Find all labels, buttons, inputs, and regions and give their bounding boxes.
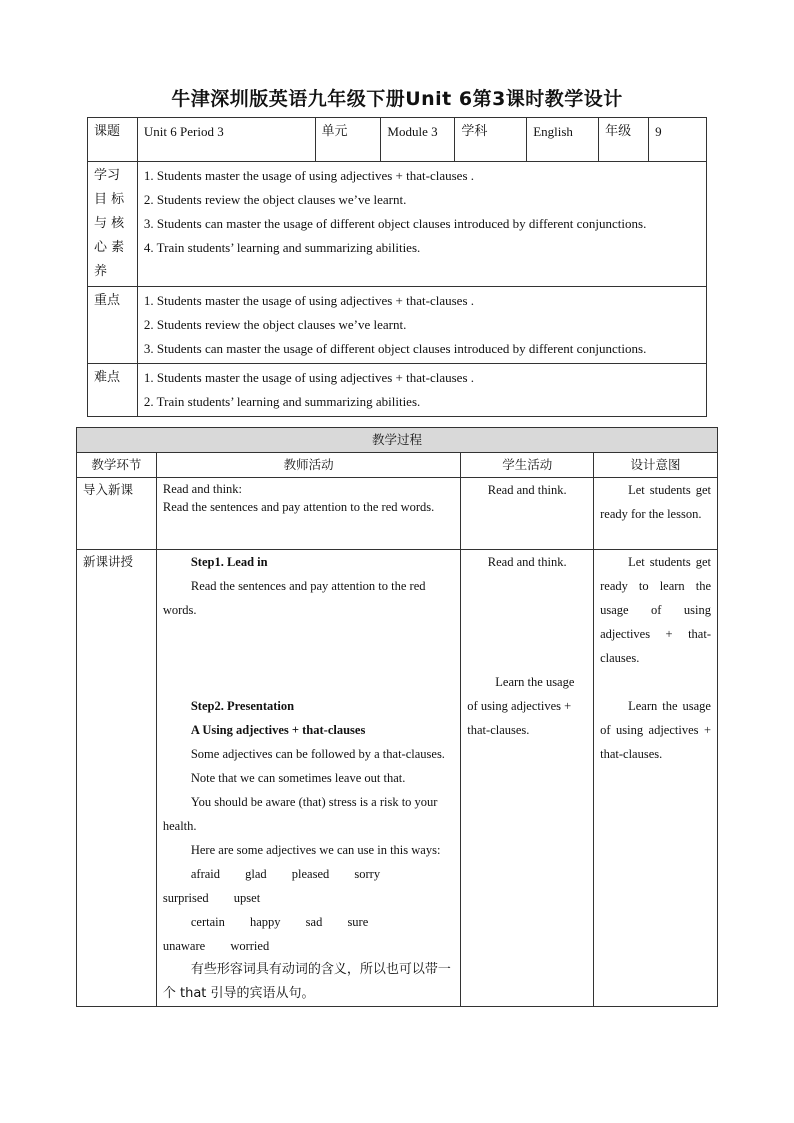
goals-label-line: 养	[94, 264, 108, 279]
goals-label-line: 与 核	[94, 216, 125, 231]
document-title: 牛津深圳版英语九年级下册Unit 6第3课时教学设计	[171, 88, 623, 110]
key-point-item: 1. Students master the usage of using adjectives + that-clauses .	[143, 293, 475, 308]
new-stage: 新课讲授	[77, 550, 157, 1007]
subject-label: 学科	[455, 118, 527, 162]
spacer	[467, 574, 587, 670]
difficulties-row	[88, 364, 707, 417]
key-point-item: 2. Students review the object clauses we’ve learnt.	[143, 317, 407, 332]
adjective-list-line: unaware worried	[162, 939, 270, 953]
difficulties-content	[137, 364, 706, 417]
goals-label-line: 学习	[94, 168, 121, 183]
purpose-2: Learn the usage of using adjectives + that-clauses.	[600, 699, 711, 761]
goals-content	[137, 162, 706, 287]
goal-item: 2. Students review the object clauses we’ve learnt.	[143, 192, 407, 207]
grade-value: 9	[649, 118, 707, 162]
step2-subtitle: A Using adjectives + that-clauses	[190, 723, 366, 737]
difficulty-item: 2. Train students’ learning and summarizing abilities.	[143, 394, 421, 409]
goal-item: 3. Students can master the usage of different object clauses introduced by different conjunctions.	[143, 216, 647, 231]
spacer	[600, 670, 711, 694]
step1-title: Step1. Lead in	[190, 555, 268, 569]
process-heading-row	[77, 428, 718, 453]
teaching-process-table	[76, 427, 718, 1007]
step2-paragraph: Here are some adjectives we can use in this ways:	[190, 843, 441, 857]
adjective-list-line: afraid glad pleased sorry	[190, 867, 381, 881]
topic-value: Unit 6 Period 3	[137, 118, 315, 162]
step1-text: Read the sentences and pay attention to the red words.	[162, 579, 426, 617]
process-heading: 教学过程	[77, 428, 718, 453]
purpose-1: Let students get ready to learn the usage of using adjectives + that-clauses.	[600, 555, 711, 665]
new-student	[461, 550, 594, 1007]
intro-teacher	[156, 478, 460, 550]
lesson-info-table	[87, 117, 707, 417]
grade-label: 年级	[599, 118, 649, 162]
intro-teacher-line: Read the sentences and pay attention to the red words.	[162, 500, 435, 514]
key-points-row	[88, 287, 707, 364]
intro-purpose	[594, 478, 718, 550]
key-points-label: 重点	[88, 287, 138, 364]
adjective-list-line: surprised upset	[162, 891, 261, 905]
intro-teacher-line: Read and think:	[162, 482, 243, 496]
new-lesson-row	[77, 550, 718, 1007]
intro-stage: 导入新课	[77, 478, 157, 550]
info-row	[88, 118, 707, 162]
adjective-list-line: certain happy sad sure	[190, 915, 369, 929]
key-point-item: 3. Students can master the usage of different object clauses introduced by different conjunctions.	[143, 341, 647, 356]
unit-label: 单元	[315, 118, 381, 162]
new-teacher	[156, 550, 460, 1007]
chinese-note: 有些形容词具有动词的含义，所以也可以带一个 that 引导的宾语从句。	[162, 962, 451, 1001]
intro-purpose-text: Let students get ready for the lesson.	[600, 483, 711, 521]
student-activity-2: Learn the usage of using adjectives + that-clauses.	[467, 675, 575, 737]
process-columns-row	[77, 453, 718, 478]
goals-label-line: 目 标	[94, 192, 125, 207]
spacer	[163, 622, 454, 694]
goal-item: 1. Students master the usage of using adjectives + that-clauses .	[143, 168, 475, 183]
column-purpose: 设计意图	[594, 453, 718, 478]
key-points-content	[137, 287, 706, 364]
goal-item: 4. Train students’ learning and summarizing abilities.	[143, 240, 421, 255]
step2-paragraph: Some adjectives can be followed by a that-clauses.	[190, 747, 445, 761]
difficulty-item: 1. Students master the usage of using adjectives + that-clauses .	[143, 370, 475, 385]
column-teacher: 教师活动	[156, 453, 460, 478]
goals-label	[88, 162, 138, 287]
goals-label-line: 心 素	[94, 240, 125, 255]
intro-student: Read and think.	[461, 478, 594, 550]
step2-paragraph: Note that we can sometimes leave out that.	[190, 771, 406, 785]
column-stage: 教学环节	[77, 453, 157, 478]
difficulties-label: 难点	[88, 364, 138, 417]
step2-title: Step2. Presentation	[190, 699, 295, 713]
unit-value: Module 3	[381, 118, 455, 162]
topic-label: 课题	[88, 118, 138, 162]
intro-row	[77, 478, 718, 550]
new-purpose	[594, 550, 718, 1007]
student-activity-1: Read and think.	[487, 555, 567, 569]
subject-value: English	[527, 118, 599, 162]
column-student: 学生活动	[461, 453, 594, 478]
step2-paragraph: You should be aware (that) stress is a risk to your health.	[162, 795, 438, 833]
goals-row	[88, 162, 707, 287]
